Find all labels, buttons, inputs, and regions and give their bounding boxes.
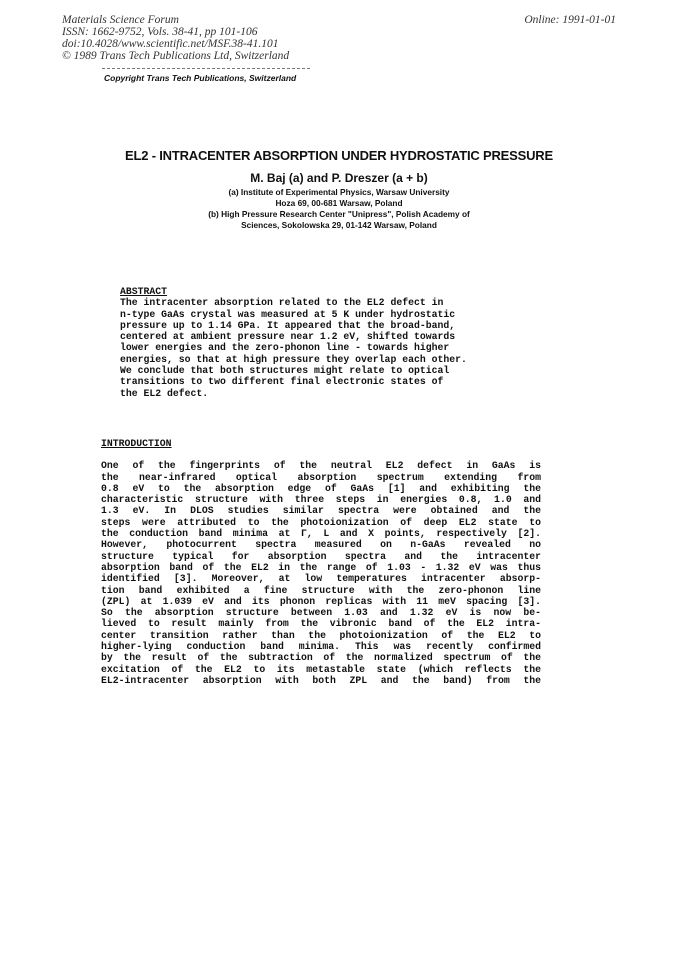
intro-line: tion band exhibited a fine structure with the zero-phonon line bbox=[101, 584, 541, 596]
intro-line: So the absorption structure between 1.03 and 1.32 eV is now be- bbox=[101, 607, 541, 619]
doi-line: doi:10.4028/www.scientific.net/MSF.38-41.101 bbox=[62, 38, 279, 50]
intro-line: the conduction band minima at Γ, L and X points, respectively [2]. bbox=[101, 528, 541, 540]
intro-line: steps were attributed to the photoionization of deep EL2 state to bbox=[101, 516, 541, 528]
abstract-line: n-type GaAs crystal was measured at 5 K under hydrostatic bbox=[120, 308, 456, 320]
journal-info bbox=[62, 14, 289, 62]
abstract-line: The intracenter absorption related to the EL2 defect in bbox=[120, 297, 444, 309]
journal-name: Materials Science Forum bbox=[62, 14, 179, 26]
intro-line: higher-lying conduction band minima. This was recently confirmed bbox=[101, 641, 541, 653]
intro-line: center transition rather than the photoionization of the EL2 to bbox=[101, 629, 541, 641]
intro-line: identified [3]. Moreover, at low temperatures intracenter absorp- bbox=[101, 573, 541, 585]
affiliation-line: (b) High Pressure Research Center "Unipress", Polish Academy of bbox=[208, 209, 470, 219]
header-divider bbox=[102, 68, 310, 69]
paper-authors: M. Baj (a) and P. Dreszer (a + b) bbox=[250, 171, 428, 185]
intro-line: structure typical for absorption spectra and the intracenter bbox=[101, 550, 541, 562]
intro-line: lieved to result mainly from the vibronic band of the EL2 intra- bbox=[101, 618, 541, 630]
introduction-heading: INTRODUCTION bbox=[101, 438, 172, 449]
intro-line: the near-infrared optical absorption spectrum extending from bbox=[101, 471, 541, 483]
abstract-heading: ABSTRACT bbox=[120, 286, 168, 297]
abstract-line: transitions to two different final electronic states of bbox=[120, 376, 444, 388]
abstract-line: the EL2 defect. bbox=[120, 387, 209, 399]
affiliation-line: (a) Institute of Experimental Physics, Warsaw University bbox=[228, 187, 450, 197]
abstract-line: lower energies and the zero-phonon line - towards higher bbox=[120, 342, 450, 354]
affiliation-line: Sciences, Sokolowska 29, 01-142 Warsaw, Poland bbox=[241, 220, 437, 230]
intro-line: excitation of the EL2 to its metastable state (which reflects the bbox=[101, 663, 541, 675]
intro-line: 1.3 eV. In DLOS studies similar spectra were obtained and the bbox=[101, 505, 541, 517]
intro-line: absorption band of the EL2 in the range of 1.03 - 1.32 eV was thus bbox=[101, 561, 541, 573]
abstract-line: energies, so that at high pressure they overlap each other. bbox=[120, 353, 467, 365]
intro-line: by the result of the subtraction of the normalized spectrum of the bbox=[101, 652, 541, 664]
affiliation-line: Hoza 69, 00-681 Warsaw, Poland bbox=[275, 198, 403, 208]
abstract-section bbox=[120, 286, 560, 399]
intro-line: One of the fingerprints of the neutral EL2 defect in GaAs is bbox=[101, 460, 541, 472]
intro-line: (ZPL) at 1.039 eV and its phonon replicas with 11 meV spacing [3]. bbox=[101, 595, 541, 607]
abstract-line: pressure up to 1.14 GPa. It appeared that the broad-band, bbox=[120, 319, 456, 331]
intro-line: 0.8 eV to the absorption edge of GaAs [1] and exhibiting the bbox=[101, 482, 541, 494]
intro-line: EL2-intracenter absorption with both ZPL and the band) from the bbox=[101, 674, 541, 686]
abstract-line: centered at ambient pressure near 1.2 eV, shifted towards bbox=[120, 331, 456, 343]
intro-line: characteristic structure with three steps in energies 0.8, 1.0 and bbox=[101, 494, 541, 506]
online-date: Online: 1991-01-01 bbox=[524, 14, 616, 26]
publisher-copyright-line: © 1989 Trans Tech Publications Ltd, Switzerland bbox=[62, 50, 290, 62]
copyright-notice: Copyright Trans Tech Publications, Switzerland bbox=[104, 73, 297, 83]
abstract-line: We conclude that both structures might relate to optical bbox=[120, 365, 450, 377]
intro-line: However, photocurrent spectra measured on n-GaAs revealed no bbox=[101, 539, 541, 551]
issn-line: ISSN: 1662-9752, Vols. 38-41, pp 101-106 bbox=[62, 26, 258, 38]
introduction-section bbox=[101, 438, 541, 686]
affiliations bbox=[0, 187, 678, 231]
paper-title: EL2 - INTRACENTER ABSORPTION UNDER HYDROSTATIC PRESSURE bbox=[125, 148, 553, 163]
